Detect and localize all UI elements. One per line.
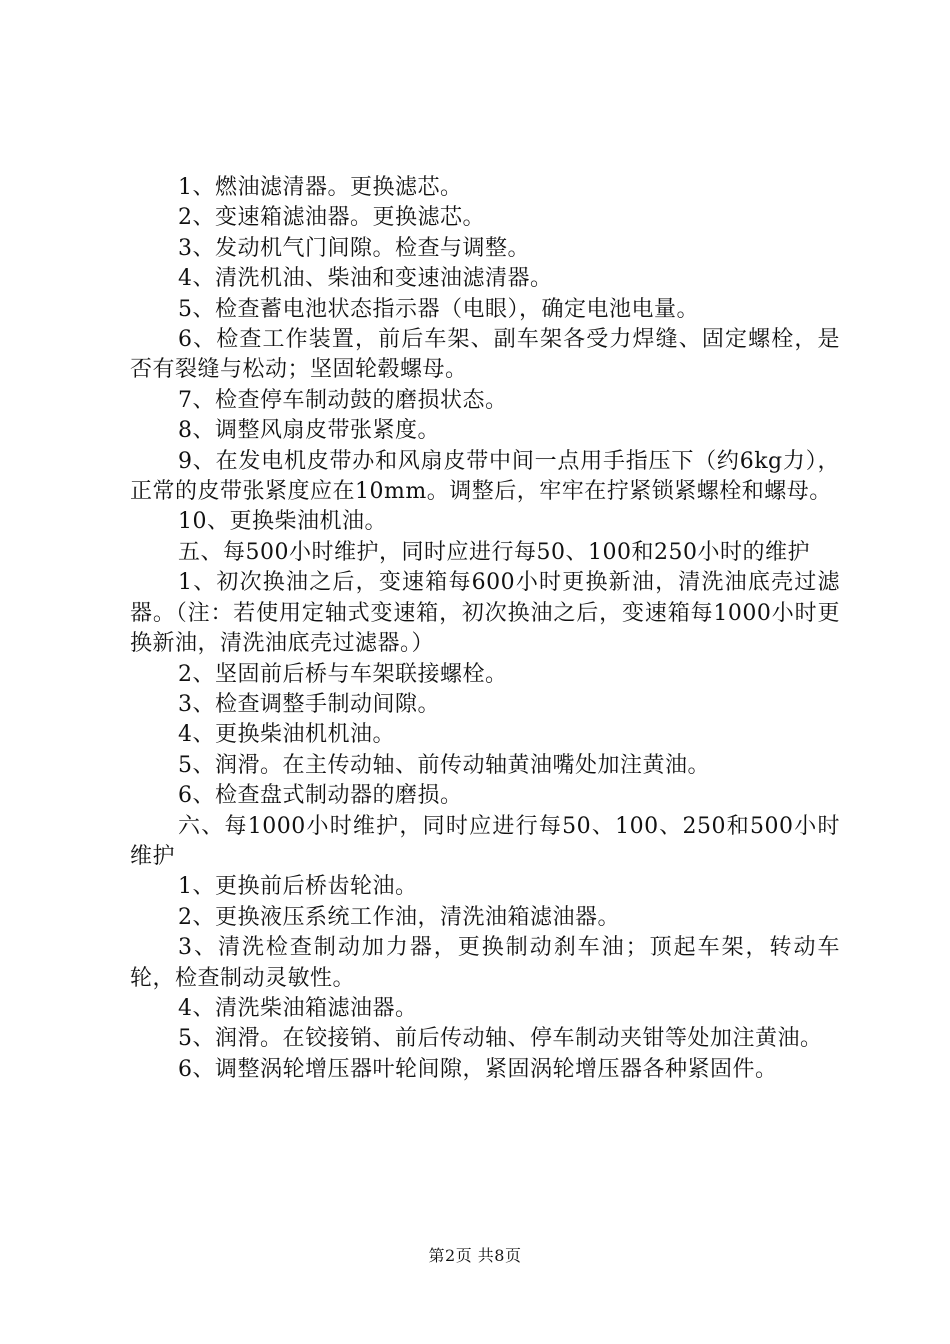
paragraph: 2、坚固前后桥与车架联接螺栓。 bbox=[178, 661, 508, 687]
paragraph: 3、清洗检查制动加力器，更换制动刹车油；顶起车架，转动车轮，检查制动灵敏性。 bbox=[130, 935, 840, 991]
page-number-footer: 第2页 共8页 bbox=[428, 1246, 522, 1265]
paragraph: 6、调整涡轮增压器叶轮间隙，紧固涡轮增压器各种紧固件。 bbox=[178, 1056, 778, 1082]
paragraph: 9、在发电机皮带办和风扇皮带中间一点用手指压下（约6kg力），正常的皮带张紧度应在10mm。调整后，牢牢在拧紧锁紧螺栓和螺母。 bbox=[130, 448, 840, 505]
paragraph: 4、更换柴油机机油。 bbox=[178, 722, 395, 748]
document-body bbox=[130, 173, 840, 1085]
paragraph: 6、检查工作装置，前后车架、副车架各受力焊缝、固定螺栓，是否有裂缝与松动；坚固轮毂螺母。 bbox=[130, 327, 840, 383]
paragraph: 8、调整风扇皮带张紧度。 bbox=[178, 418, 440, 444]
paragraph: 2、变速箱滤油器。更换滤芯。 bbox=[178, 205, 485, 231]
paragraph: 2、更换液压系统工作油，清洗油箱滤油器。 bbox=[178, 904, 620, 930]
paragraph: 5、润滑。在主传动轴、前传动轴黄油嘴处加注黄油。 bbox=[178, 752, 710, 778]
paragraph: 1、初次换油之后，变速箱每600小时更换新油，清洗油底壳过滤器。（注：若使用定轴式变速箱，初次换油之后，变速箱每1000小时更换新油，清洗油底壳过滤器。） bbox=[130, 570, 840, 657]
section-heading: 六、每1000小时维护，同时应进行每50、100、250和500小时维护 bbox=[130, 813, 840, 869]
paragraph: 7、检查停车制动鼓的磨损状态。 bbox=[178, 387, 508, 413]
paragraph: 3、检查调整手制动间隙。 bbox=[178, 691, 440, 717]
paragraph: 3、发动机气门间隙。检查与调整。 bbox=[178, 235, 530, 261]
paragraph: 1、燃油滤清器。更换滤芯。 bbox=[178, 175, 463, 200]
paragraph: 6、检查盘式制动器的磨损。 bbox=[178, 783, 463, 809]
paragraph: 4、清洗柴油箱滤油器。 bbox=[178, 995, 418, 1021]
paragraph: 4、清洗机油、柴油和变速油滤清器。 bbox=[178, 266, 553, 292]
paragraph: 5、润滑。在铰接销、前后传动轴、停车制动夹钳等处加注黄油。 bbox=[178, 1026, 823, 1052]
section-heading: 五、每500小时维护，同时应进行每50、100和250小时的维护 bbox=[178, 539, 810, 565]
paragraph: 5、检查蓄电池状态指示器（电眼），确定电池电量。 bbox=[178, 296, 699, 322]
paragraph: 1、更换前后桥齿轮油。 bbox=[178, 874, 418, 900]
paragraph: 10、更换柴油机油。 bbox=[178, 509, 387, 535]
